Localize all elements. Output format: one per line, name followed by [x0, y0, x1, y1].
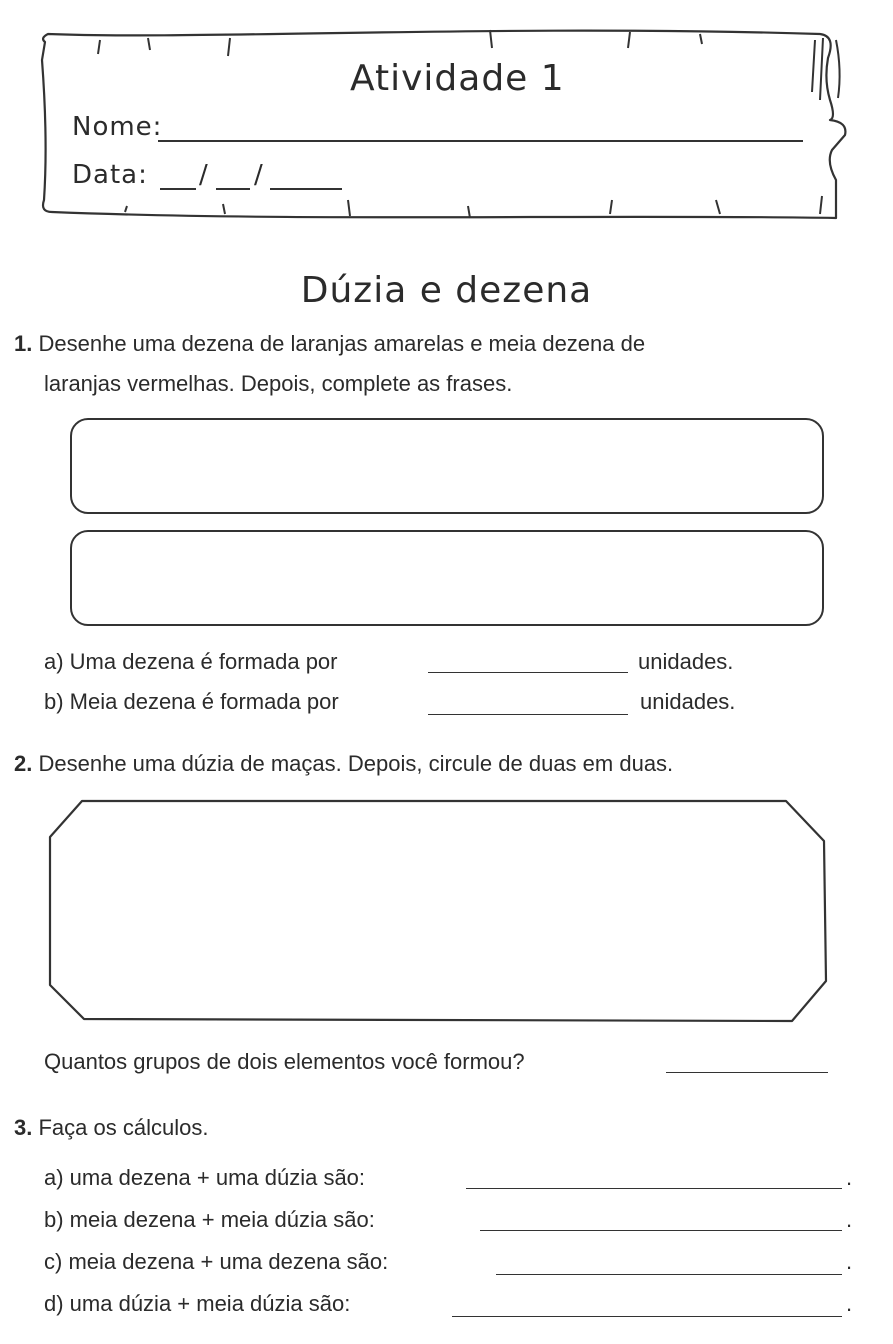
q3b-answer-line[interactable] [480, 1230, 842, 1231]
q3c-text: c) meia dezena + uma dezena são: [44, 1249, 389, 1274]
q2-answer-line[interactable] [666, 1072, 828, 1073]
date-separator: / [199, 160, 209, 190]
name-field[interactable] [158, 140, 803, 142]
q2-text: Desenhe uma dúzia de maças. Depois, circule de duas em duas. [38, 751, 674, 776]
q3d-period: . [846, 1291, 853, 1316]
q1-statement-line1 [14, 326, 645, 362]
q1a-answer-line[interactable] [428, 672, 628, 673]
q1-number: 1. [14, 331, 33, 356]
q3c-answer-line[interactable] [496, 1274, 842, 1275]
q2-number: 2. [14, 751, 33, 776]
q3-statement [14, 1110, 208, 1146]
q1-text-line1: Desenhe uma dezena de laranjas amarelas e meia dezena de [38, 331, 646, 356]
page-title: Dúzia e dezena [300, 270, 593, 311]
q1b-text: b) Meia dezena é formada por [44, 689, 339, 714]
q2-drawing-box[interactable] [40, 795, 840, 1027]
date-separator: / [254, 160, 264, 190]
q1-text-line2: laranjas vermelhas. Depois, complete as frases. [44, 371, 513, 396]
q3a-text: a) uma dezena + uma dúzia são: [44, 1165, 366, 1190]
q1-drawing-box-yellow[interactable] [70, 418, 824, 514]
q3a-answer-line[interactable] [466, 1188, 842, 1189]
q3b-period: . [846, 1207, 853, 1232]
q1a-text: a) Uma dezena é formada por [44, 649, 338, 674]
q3d-text: d) uma dúzia + meia dúzia são: [44, 1291, 351, 1316]
date-year-field[interactable] [270, 188, 342, 190]
q1b-answer-line[interactable] [428, 714, 628, 715]
q3a-period: . [846, 1165, 853, 1190]
q3d-answer-line[interactable] [452, 1316, 842, 1317]
q1-drawing-box-red[interactable] [70, 530, 824, 626]
q3-text: Faça os cálculos. [38, 1115, 209, 1140]
date-label: Data: [72, 160, 148, 190]
name-label: Nome: [72, 112, 163, 142]
q3-number: 3. [14, 1115, 33, 1140]
q1b-suffix: unidades. [640, 689, 736, 714]
q3b-text: b) meia dezena + meia dúzia são: [44, 1207, 375, 1232]
date-month-field[interactable] [216, 188, 250, 190]
q1a-suffix: unidades. [638, 649, 734, 674]
q2-statement [14, 746, 673, 782]
date-day-field[interactable] [160, 188, 196, 190]
activity-title: Atividade 1 [350, 58, 565, 99]
q2-question: Quantos grupos de dois elementos você formou? [44, 1049, 525, 1074]
q3c-period: . [846, 1249, 853, 1274]
